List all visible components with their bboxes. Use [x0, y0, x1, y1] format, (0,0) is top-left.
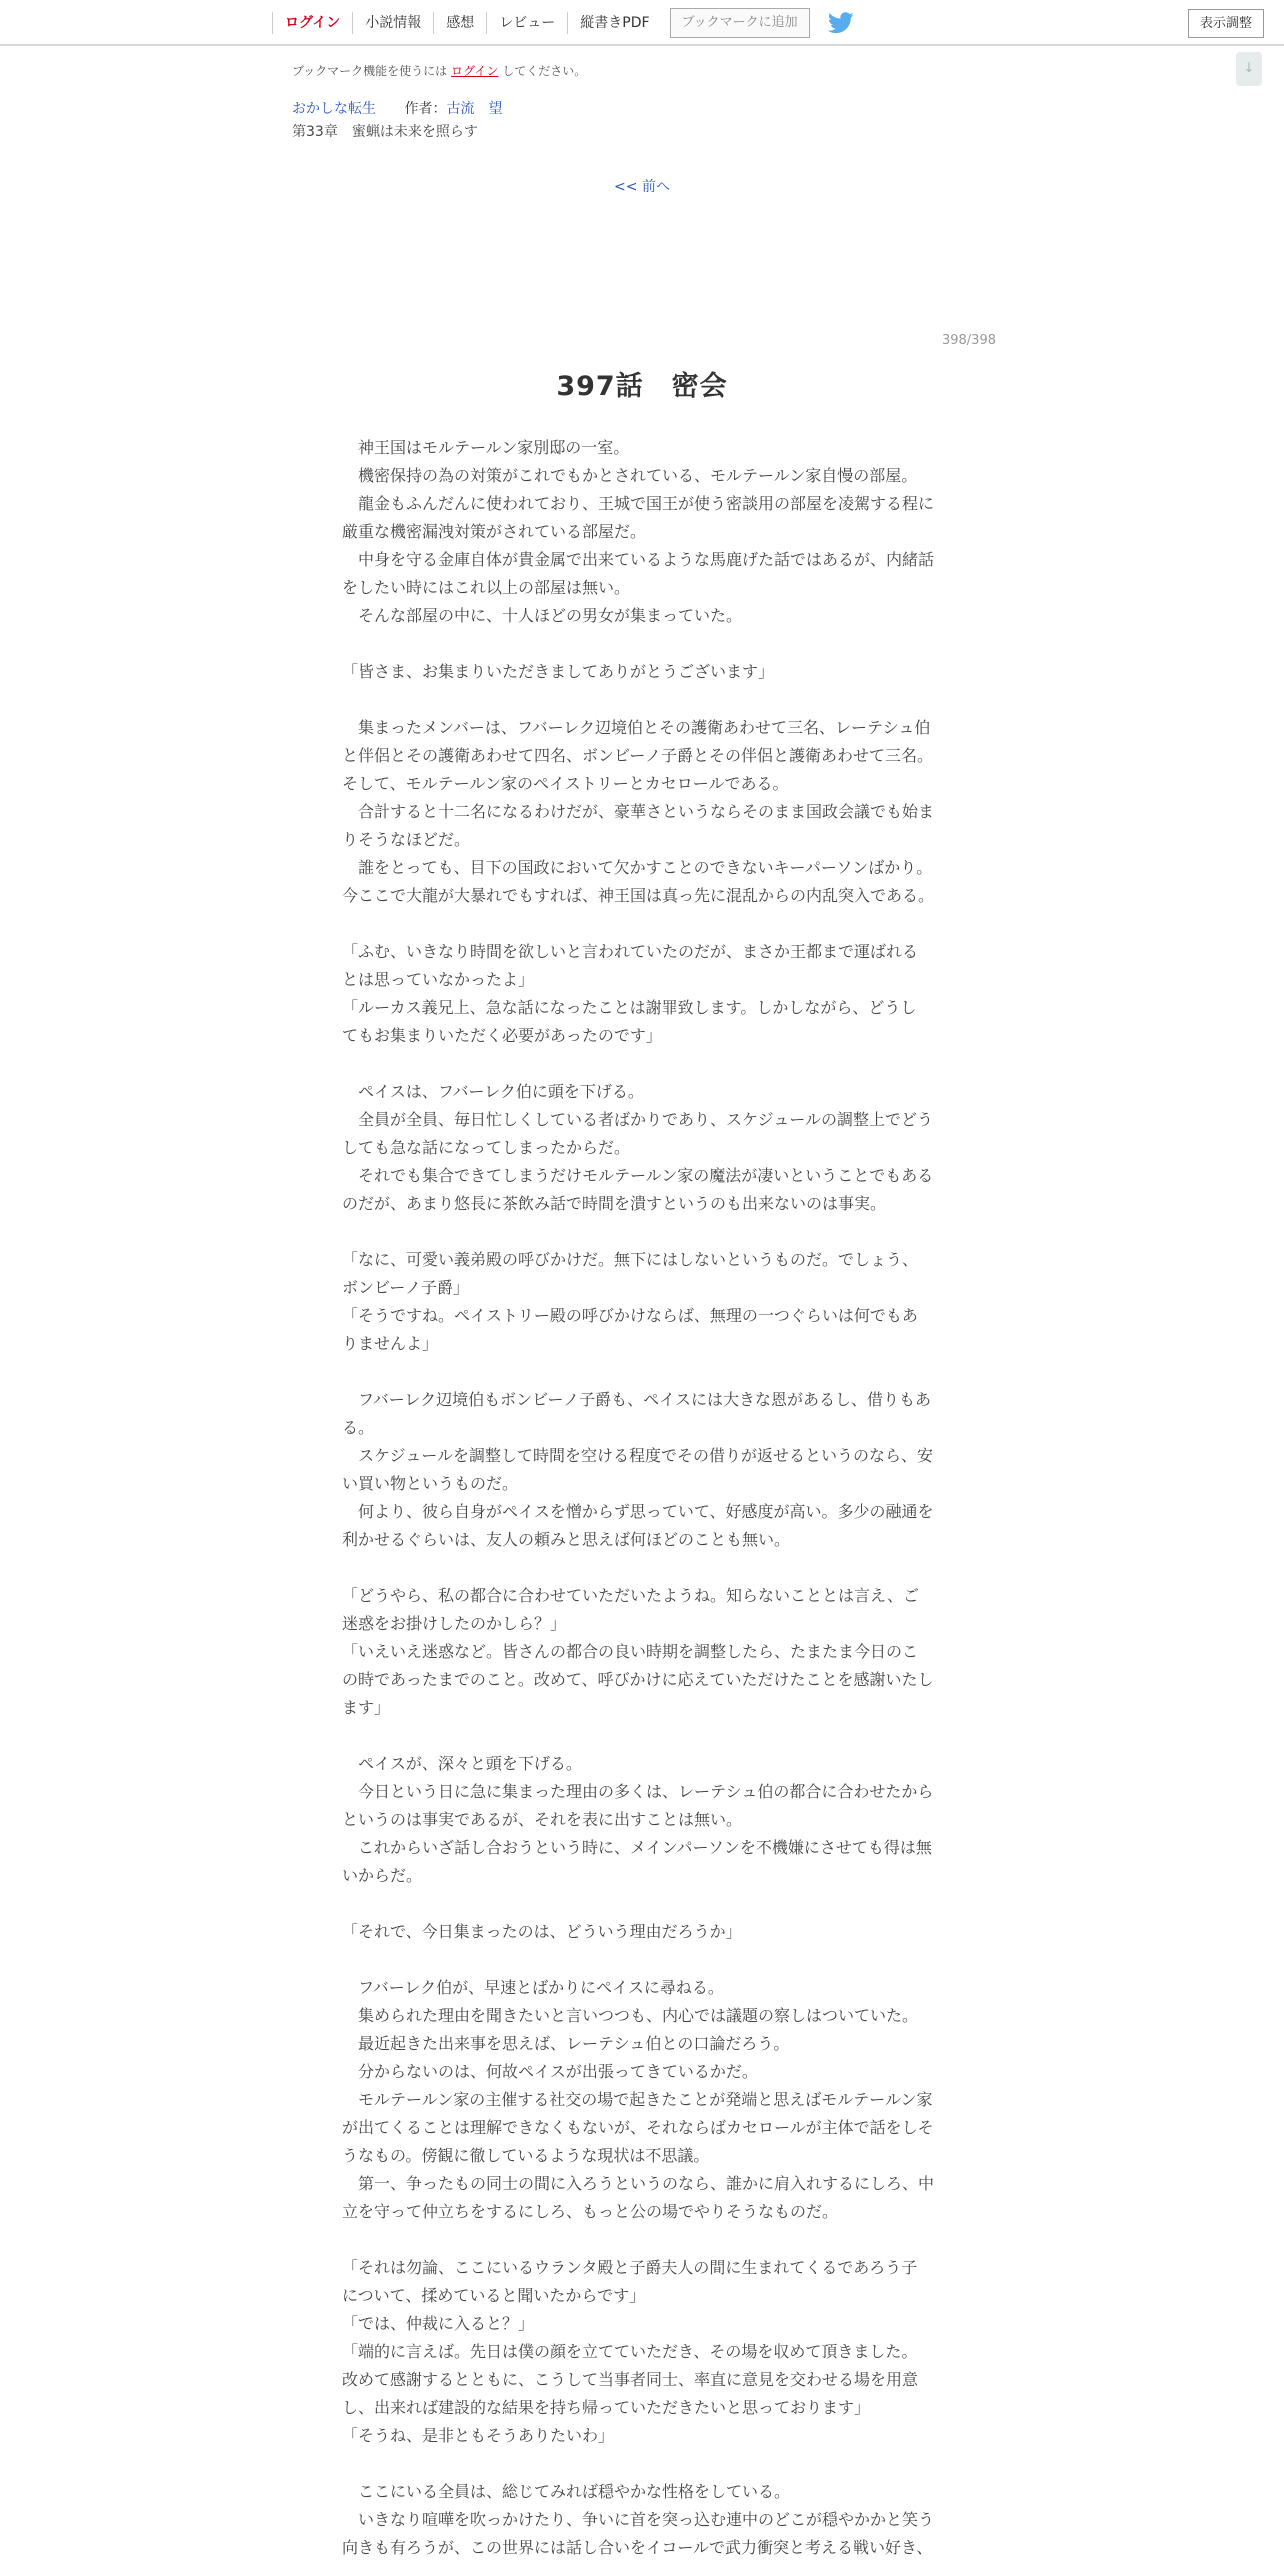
body-line: 利かせるぐらいは、友人の頼みと思えば何ほどのことも無い。 — [342, 1530, 791, 1549]
body-line: ペイスは、フバーレク伯に頭を下げる。 — [342, 1082, 644, 1101]
add-bookmark-button[interactable]: ブックマークに追加 — [670, 8, 810, 38]
novel-info — [292, 98, 502, 118]
blank-line — [342, 686, 936, 714]
bookmark-note-prefix: ブックマーク機能を使うには — [292, 64, 448, 78]
body-line: について、揉めていると聞いたからです」 — [342, 2286, 646, 2305]
body-line: モルテールン家の主催する社交の場で起きたことが発端と思えばモルテールン家 — [342, 2090, 933, 2109]
body-line: しても急な話になってしまったからだ。 — [342, 1138, 631, 1157]
body-line: ます」 — [342, 1698, 391, 1717]
body-line: 「いえいえ迷惑など。皆さんの都合の良い時期を調整したら、たまたま今日のこ — [342, 1642, 919, 1661]
body-line: 「ふむ、いきなり時間を欲しいと言われていたのだが、まさか王都まで運ばれる — [342, 942, 919, 961]
body-line: 「では、仲裁に入ると？」 — [342, 2314, 535, 2333]
novel-title-link[interactable]: おかしな転生 — [292, 101, 376, 117]
body-line: フバーレク辺境伯もボンビーノ子爵も、ペイスには大きな恩があるし、借りもあ — [342, 1390, 931, 1409]
twitter-bird-icon[interactable] — [828, 12, 854, 34]
body-line: 龍金もふんだんに使われており、王城で国王が使う密談用の部屋を凌駕する程に — [342, 494, 935, 513]
blank-line — [342, 910, 936, 938]
page-count: 398/398 — [941, 333, 996, 348]
body-line: 集まったメンバーは、フバーレク辺境伯とその護衛あわせて三名、レーテシュ伯 — [342, 718, 931, 737]
body-line: うなもの。傍観に徹しているような現状は不思議。 — [342, 2146, 710, 2165]
top-nav-bar — [0, 0, 1284, 46]
body-line: る。 — [342, 1418, 375, 1437]
body-line: ペイスが、深々と頭を下げる。 — [342, 1754, 582, 1773]
body-line: 分からないのは、何故ペイスが出張ってきているかだ。 — [342, 2062, 758, 2081]
body-line: 集められた理由を聞きたいと言いつつも、内心では議題の察しはついていた。 — [342, 2006, 919, 2025]
body-line: ボンビーノ子爵」 — [342, 1278, 470, 1297]
nav-menu — [272, 0, 854, 46]
body-line: 「それは勿論、ここにいるウランタ殿と子爵夫人の間に生まれてくるであろう子 — [342, 2258, 918, 2277]
body-line: てもお集まりいただく必要があったのです」 — [342, 1026, 662, 1045]
chapter-title: 第33章 蜜蝋は未来を照らす — [292, 124, 478, 140]
nav-review-link[interactable]: レビュー — [486, 12, 567, 34]
blank-line — [342, 630, 936, 658]
blank-line — [342, 1218, 936, 1246]
body-line: りませんよ」 — [342, 1334, 439, 1353]
body-line: 向きも有ろうが、この世界には話し合いをイコールで武力衝突と考える戦い好き、 — [342, 2538, 933, 2557]
body-line: の時であったまでのこと。改めて、呼びかけに応えていただけたことを感謝いたし — [342, 1670, 934, 1689]
body-line: 神王国はモルテールン家別邸の一室。 — [342, 438, 630, 457]
author-label: 作者： — [404, 101, 447, 117]
body-line: 「ルーカス義兄上、急な話になったことは謝罪致します。しかしながら、どうし — [342, 998, 917, 1017]
body-line: そして、モルテールン家のペイストリーとカセロールである。 — [342, 774, 789, 793]
body-line: いきなり喧嘩を吹っかけたり、争いに首を突っ込む連中のどこが穏やかかと笑う — [342, 2510, 935, 2529]
body-line: のだが、あまり悠長に茶飲み話で時間を潰すというのも出来ないのは事実。 — [342, 1194, 887, 1213]
body-line: 「どうやら、私の都合に合わせていただいたようね。知らないこととは言え、ご — [342, 1586, 919, 1605]
body-line: 今日という日に急に集まった理由の多くは、レーテシュ伯の都合に合わせたから — [342, 1782, 934, 1801]
body-line: 全員が全員、毎日忙しくしている者ばかりであり、スケジュールの調整上でどう — [342, 1110, 934, 1129]
body-line: 改めて感謝するとともに、こうして当事者同士、率直に意見を交わせる場を用意 — [342, 2370, 919, 2389]
body-line: スケジュールを調整して時間を空ける程度でその借りが返せるというのなら、安 — [342, 1446, 934, 1465]
prev-episode-link[interactable]: << 前へ — [614, 179, 670, 195]
body-line: とは思っていなかったよ」 — [342, 970, 535, 989]
bookmark-note-suffix: してください。 — [502, 64, 587, 78]
body-line: 厳重な機密漏洩対策がされている部屋だ。 — [342, 522, 647, 541]
body-line: 「端的に言えば。先日は僕の顔を立てていただき、その場を収めて頂きました。 — [342, 2342, 918, 2361]
bookmark-login-notice — [292, 62, 586, 79]
body-line: 機密保持の為の対策がこれでもかとされている、モルテールン家自慢の部屋。 — [342, 466, 918, 485]
body-line: フバーレク伯が、早速とばかりにペイスに尋ねる。 — [342, 1978, 724, 1997]
body-line: 「皆さま、お集まりいただきましてありがとうございます」 — [342, 662, 775, 681]
blank-line — [342, 1554, 936, 1582]
blank-line — [342, 2450, 936, 2478]
body-line: これからいざ話し合おうという時に、メインパーソンを不機嫌にさせても得は無 — [342, 1838, 932, 1857]
body-line: 「それで、今日集まったのは、どういう理由だろうか」 — [342, 1922, 742, 1941]
body-line: 中身を守る金庫自体が貴金属で出来ているような馬鹿げた話ではあるが、内緒話 — [342, 550, 935, 569]
body-line: 今ここで大龍が大暴れでもすれば、神王国は真っ先に混乱からの内乱突入である。 — [342, 886, 935, 905]
body-line: というのは事実であるが、それを表に出すことは無い。 — [342, 1810, 743, 1829]
blank-line — [342, 1890, 936, 1918]
body-line: 第一、争ったもの同士の間に入ろうというのなら、誰かに肩入れするにしろ、中 — [342, 2174, 935, 2193]
blank-line — [342, 1358, 936, 1386]
prev-link-row — [0, 176, 1284, 196]
body-line: をしたい時にはこれ以上の部屋は無い。 — [342, 578, 631, 597]
body-line: 「なに、可愛い義弟殿の呼びかけだ。無下にはしないというものだ。でしょう、 — [342, 1250, 919, 1269]
body-line: ここにいる全員は、総じてみれば穏やかな性格をしている。 — [342, 2482, 791, 2501]
body-line: そんな部屋の中に、十人ほどの男女が集まっていた。 — [342, 606, 743, 625]
author-name-link[interactable]: 古流 望 — [446, 101, 503, 117]
body-line: が出てくることは理解できなくもないが、それならばカセロールが主体で話をしそ — [342, 2118, 934, 2137]
blank-line — [342, 1050, 936, 1078]
display-settings-button[interactable]: 表示調整 — [1188, 9, 1264, 38]
body-line: と伴侶とその護衛あわせて四名、ボンビーノ子爵とその伴侶と護衛あわせて三名。 — [342, 746, 934, 765]
blank-line — [342, 1722, 936, 1750]
body-line: りそうなほどだ。 — [342, 830, 471, 849]
body-line: それでも集合できてしまうだけモルテールン家の魔法が凄いということでもある — [342, 1166, 934, 1185]
body-line: い買い物というものだ。 — [342, 1474, 519, 1493]
body-line: 誰をとっても、目下の国政において欠かすことのできないキーパーソンばかり。 — [342, 858, 933, 877]
body-line: 迷惑をお掛けしたのかしら？」 — [342, 1614, 567, 1633]
body-line: 「そうですね。ペイストリー殿の呼びかけならば、無理の一つぐらいは何でもあ — [342, 1306, 918, 1325]
body-line: 最近起きた出来事を思えば、レーテシュ伯との口論だろう。 — [342, 2034, 790, 2053]
body-line: いからだ。 — [342, 1866, 423, 1885]
body-line: 合計すると十二名になるわけだが、豪華さというならそのまま国政会議でも始ま — [342, 802, 935, 821]
body-line: し、出来れば建設的な結果を持ち帰っていただきたいと思っております」 — [342, 2398, 871, 2417]
blank-line — [342, 2226, 936, 2254]
scroll-down-icon[interactable]: ↓ — [1236, 52, 1262, 86]
body-line: 立を守って仲立ちをするにしろ、もっと公の場でやりそうなものだ。 — [342, 2202, 839, 2221]
episode-title: 397話 密会 — [556, 371, 728, 402]
blank-line — [342, 1946, 936, 1974]
body-line: 何より、彼ら自身がペイスを憎からず思っていて、好感度が高い。多少の融通を — [342, 1502, 934, 1521]
nav-impressions-link[interactable]: 感想 — [433, 12, 486, 34]
body-line: 「そうね、是非ともそうありたいわ」 — [342, 2426, 615, 2445]
nav-vertical-pdf-link[interactable]: 縦書きPDF — [567, 12, 661, 34]
nav-login-link[interactable]: ログイン — [272, 12, 352, 34]
nav-novel-info-link[interactable]: 小説情報 — [352, 12, 433, 34]
novel-body-text — [342, 434, 936, 2562]
bookmark-note-login-link[interactable]: ログイン — [451, 64, 499, 78]
